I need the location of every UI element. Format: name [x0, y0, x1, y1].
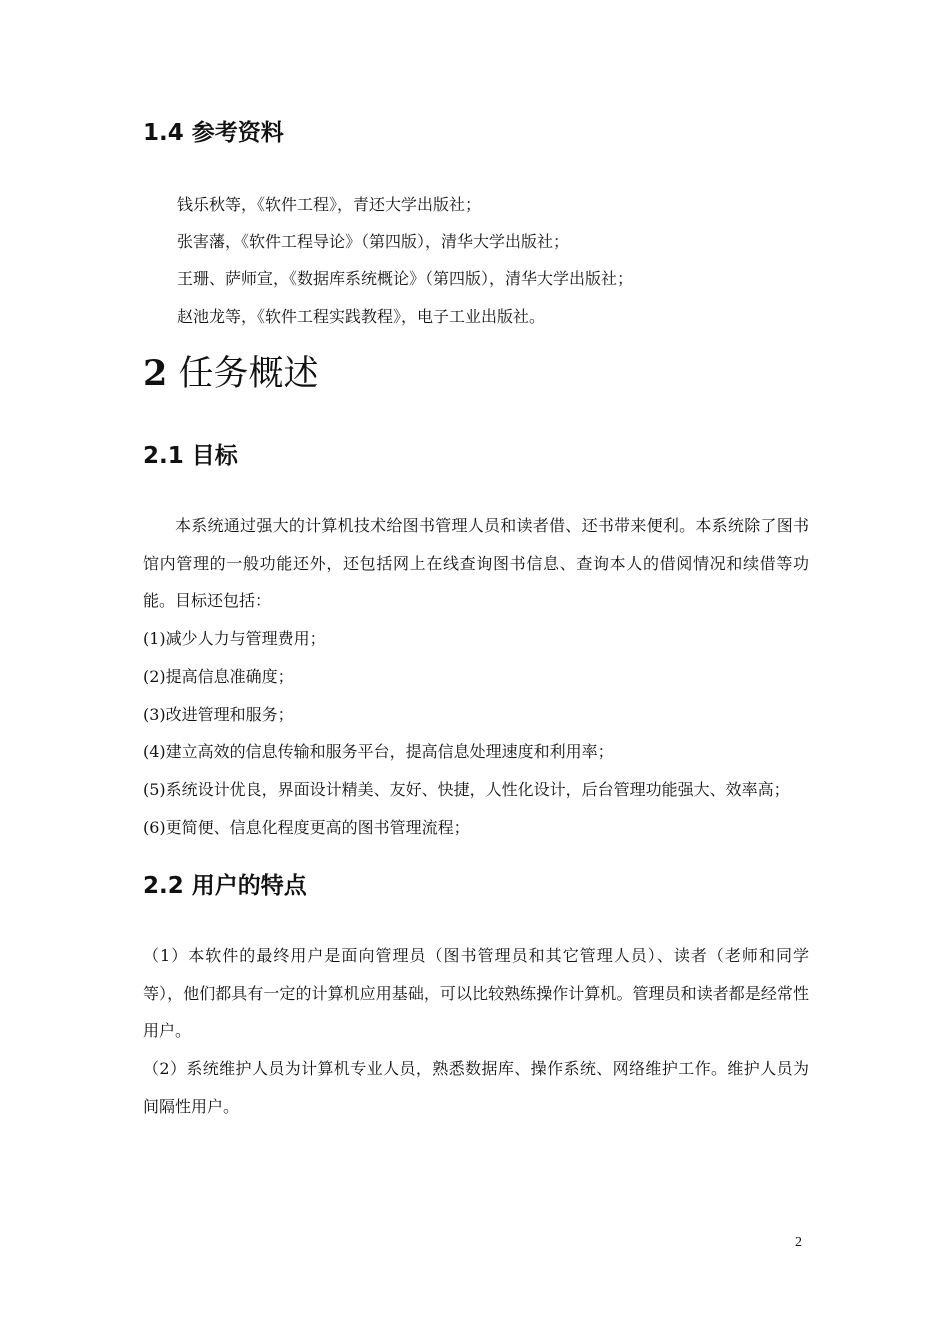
goal-list-item: (1)减少人力与管理费用；: [143, 629, 326, 648]
goal-list-item: (3)改进管理和服务；: [143, 705, 294, 724]
reference-item: 钱乐秋等，《软件工程》，青还大学出版社；: [177, 195, 482, 214]
page-number: 2: [795, 1235, 802, 1250]
goal-list-item: (6)更简便、信息化程度更高的图书管理流程；: [143, 818, 470, 837]
chapter-heading-2: [143, 352, 319, 396]
chapter-title: 任务概述: [178, 354, 319, 394]
goal-list-item: (5)系统设计优良，界面设计精美、友好、快捷，人性化设计，后台管理功能强大、效率高；: [143, 780, 790, 799]
user-paragraph: （1）本软件的最终用户是面向管理员（图书管理员和其它管理人员）、读者（老师和同学等），他们都具有一定的计算机应用基础，可以比较熟练操作计算机。管理员和读者都是经常性用户。: [143, 946, 809, 1040]
reference-item: 张害藩，《软件工程导论》（第四版），清华大学出版社；: [177, 232, 570, 251]
goal-list-item: (4)建立高效的信息传输和服务平台，提高信息处理速度和利用率；: [143, 742, 614, 761]
reference-item: 赵池龙等，《软件工程实践教程》，电子工业出版社。: [177, 307, 546, 326]
section-heading-1-4: 1.4 参考资料: [143, 120, 284, 146]
goal-intro-paragraph: 本系统通过强大的计算机技术给图书管理人员和读者借、还书带来便利。本系统除了图书馆内管理的一般功能还外，还包括网上在线查询图书信息、查询本人的借阅情况和续借等功能。目标还包括：: [143, 516, 809, 610]
reference-item: 王珊、萨师宣，《数据库系统概论》（第四版），清华大学出版社；: [177, 269, 634, 288]
user-paragraph: （2）系统维护人员为计算机专业人员，熟悉数据库、操作系统、网络维护工作。维护人员为间隔性用户。: [143, 1059, 809, 1116]
section-heading-2-2: 2.2 用户的特点: [143, 873, 307, 899]
chapter-number: 2: [143, 353, 168, 394]
section-heading-2-1: 2.1 目标: [143, 443, 238, 469]
goal-list-item: (2)提高信息准确度；: [143, 667, 294, 686]
